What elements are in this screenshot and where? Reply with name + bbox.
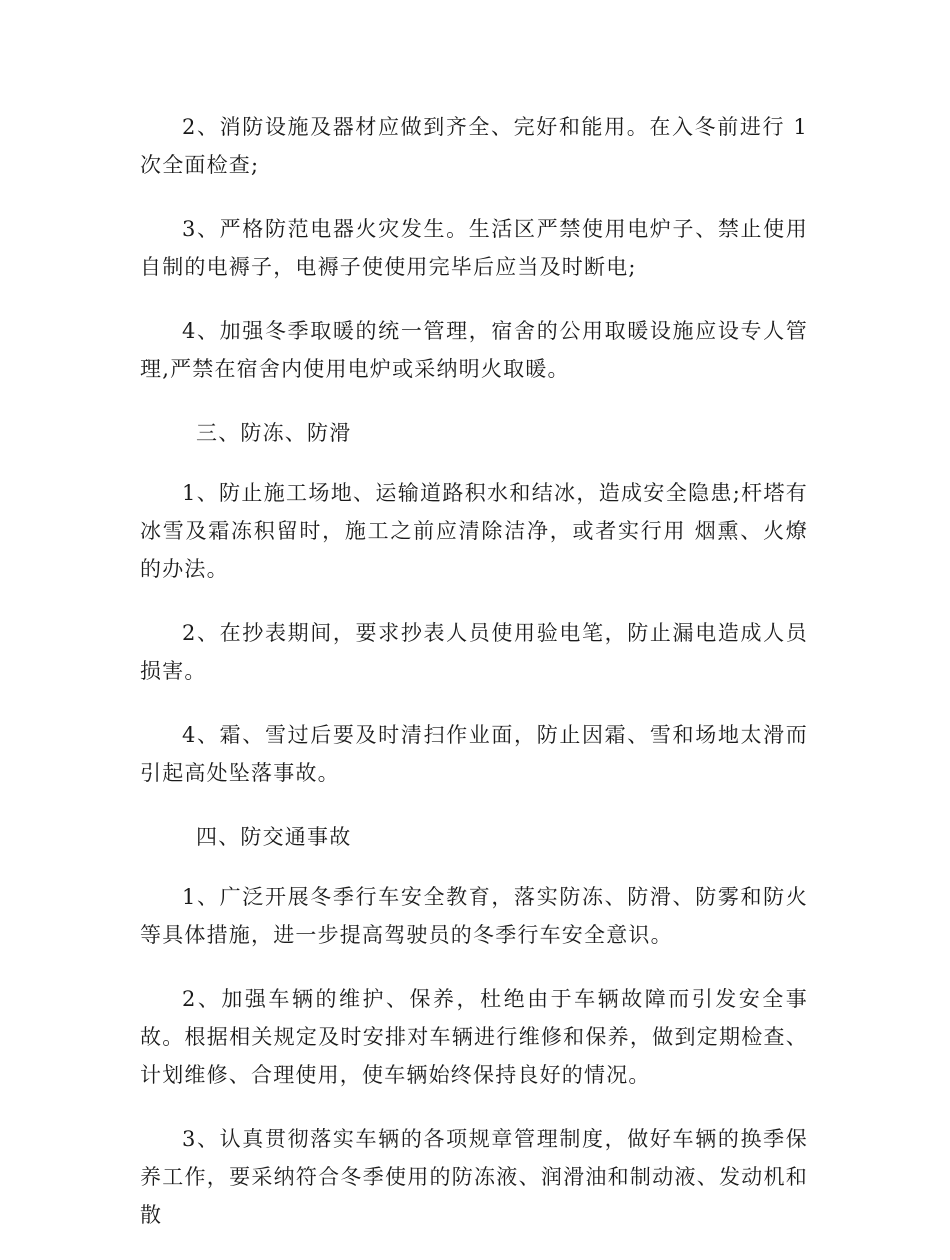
paragraph-site-icing: 1、防止施工场地、运输道路积水和结冰，造成安全隐患;杆塔有冰雪及霜冻积留时，施工之前应清除洁净，或者实行用 烟熏、火燎的办法。 — [140, 481, 808, 581]
document-body — [140, 108, 808, 1260]
paragraph-heating-management: 4、加强冬季取暖的统一管理，宿舍的公用取暖设施应设专人管理,严禁在宿舍内使用电炉或采纳明火取暖。 — [140, 319, 808, 381]
paragraph-vehicle-regulations: 3、认真贯彻落实车辆的各项规章管理制度，做好车辆的换季保养工作，要采纳符合冬季使用的防冻液、润滑油和制动液、发动机和散 — [140, 1127, 808, 1227]
paragraph-electrical-fire: 3、严格防范电器火灾发生。生活区严禁使用电炉子、禁止使用自制的电褥子，电褥子使使用完毕后应当及时断电; — [140, 217, 808, 279]
section-heading-traffic-accidents: 四、防交通事故 — [196, 825, 352, 849]
paragraph-fire-equipment: 2、消防设施及器材应做到齐全、完好和能用。在入冬前进行 1 次全面检查; — [140, 115, 808, 177]
section-heading-antifreeze-antislip: 三、防冻、防滑 — [196, 421, 352, 445]
paragraph-snow-clearing: 4、霜、雪过后要及时清扫作业面，防止因霜、雪和场地太滑而引起高处坠落事故。 — [140, 723, 808, 785]
paragraph-meter-reading: 2、在抄表期间，要求抄表人员使用验电笔，防止漏电造成人员损害。 — [140, 621, 808, 683]
paragraph-driving-education: 1、广泛开展冬季行车安全教育，落实防冻、防滑、防雾和防火等具体措施，进一步提高驾驶员的冬季行车安全意识。 — [140, 885, 808, 947]
paragraph-vehicle-maintenance: 2、加强车辆的维护、保养，杜绝由于车辆故障而引发安全事故。根据相关规定及时安排对车辆进行维修和保养，做到定期检查、计划维修、合理使用，使车辆始终保持良好的情况。 — [140, 987, 808, 1087]
